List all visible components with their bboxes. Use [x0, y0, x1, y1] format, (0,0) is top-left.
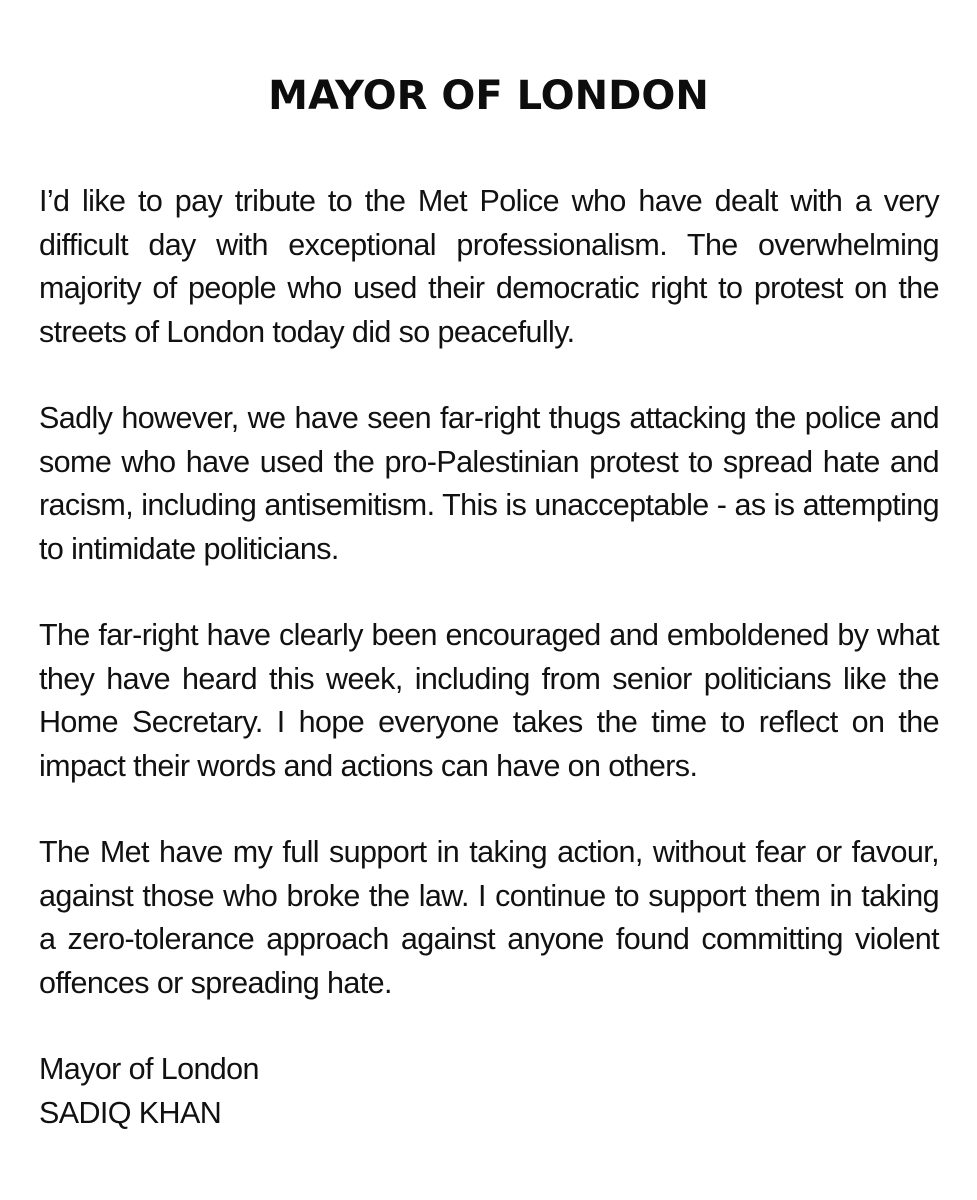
signoff-name: SADIQ KHAN	[39, 1095, 222, 1130]
paragraph-tribute: I’d like to pay tribute to the Met Police who have dealt with a very difficult day with exceptional professionalism. The overwhelming majority of people who used their democratic right to protest on the streets of London today did so peacefully.	[39, 184, 939, 349]
paragraph-met-support: The Met have my full support in taking action, without fear or favour, against those who broke the law. I continue to support them in taking a zero-tolerance approach against anyone found committing violent offences or spreading hate.	[39, 835, 939, 1000]
paragraph-far-right-thugs: Sadly however, we have seen far-right thugs attacking the police and some who have used the pro-Palestinian protest to spread hate and racism, including antisemitism. This is unacceptable - as is attempting to intimidate politicians.	[39, 401, 939, 566]
signoff-role: Mayor of London	[39, 1052, 259, 1086]
paragraph-encouraged: The far-right have clearly been encouraged and emboldened by what they have heard this week, including from senior politicians like the Home Secretary. I hope everyone takes the time to reflect on the impact their words and actions can have on others.	[39, 618, 939, 783]
signoff	[39, 1048, 939, 1135]
statement-heading: MAYOR OF LONDON	[268, 73, 709, 119]
statement-body	[39, 180, 939, 1135]
